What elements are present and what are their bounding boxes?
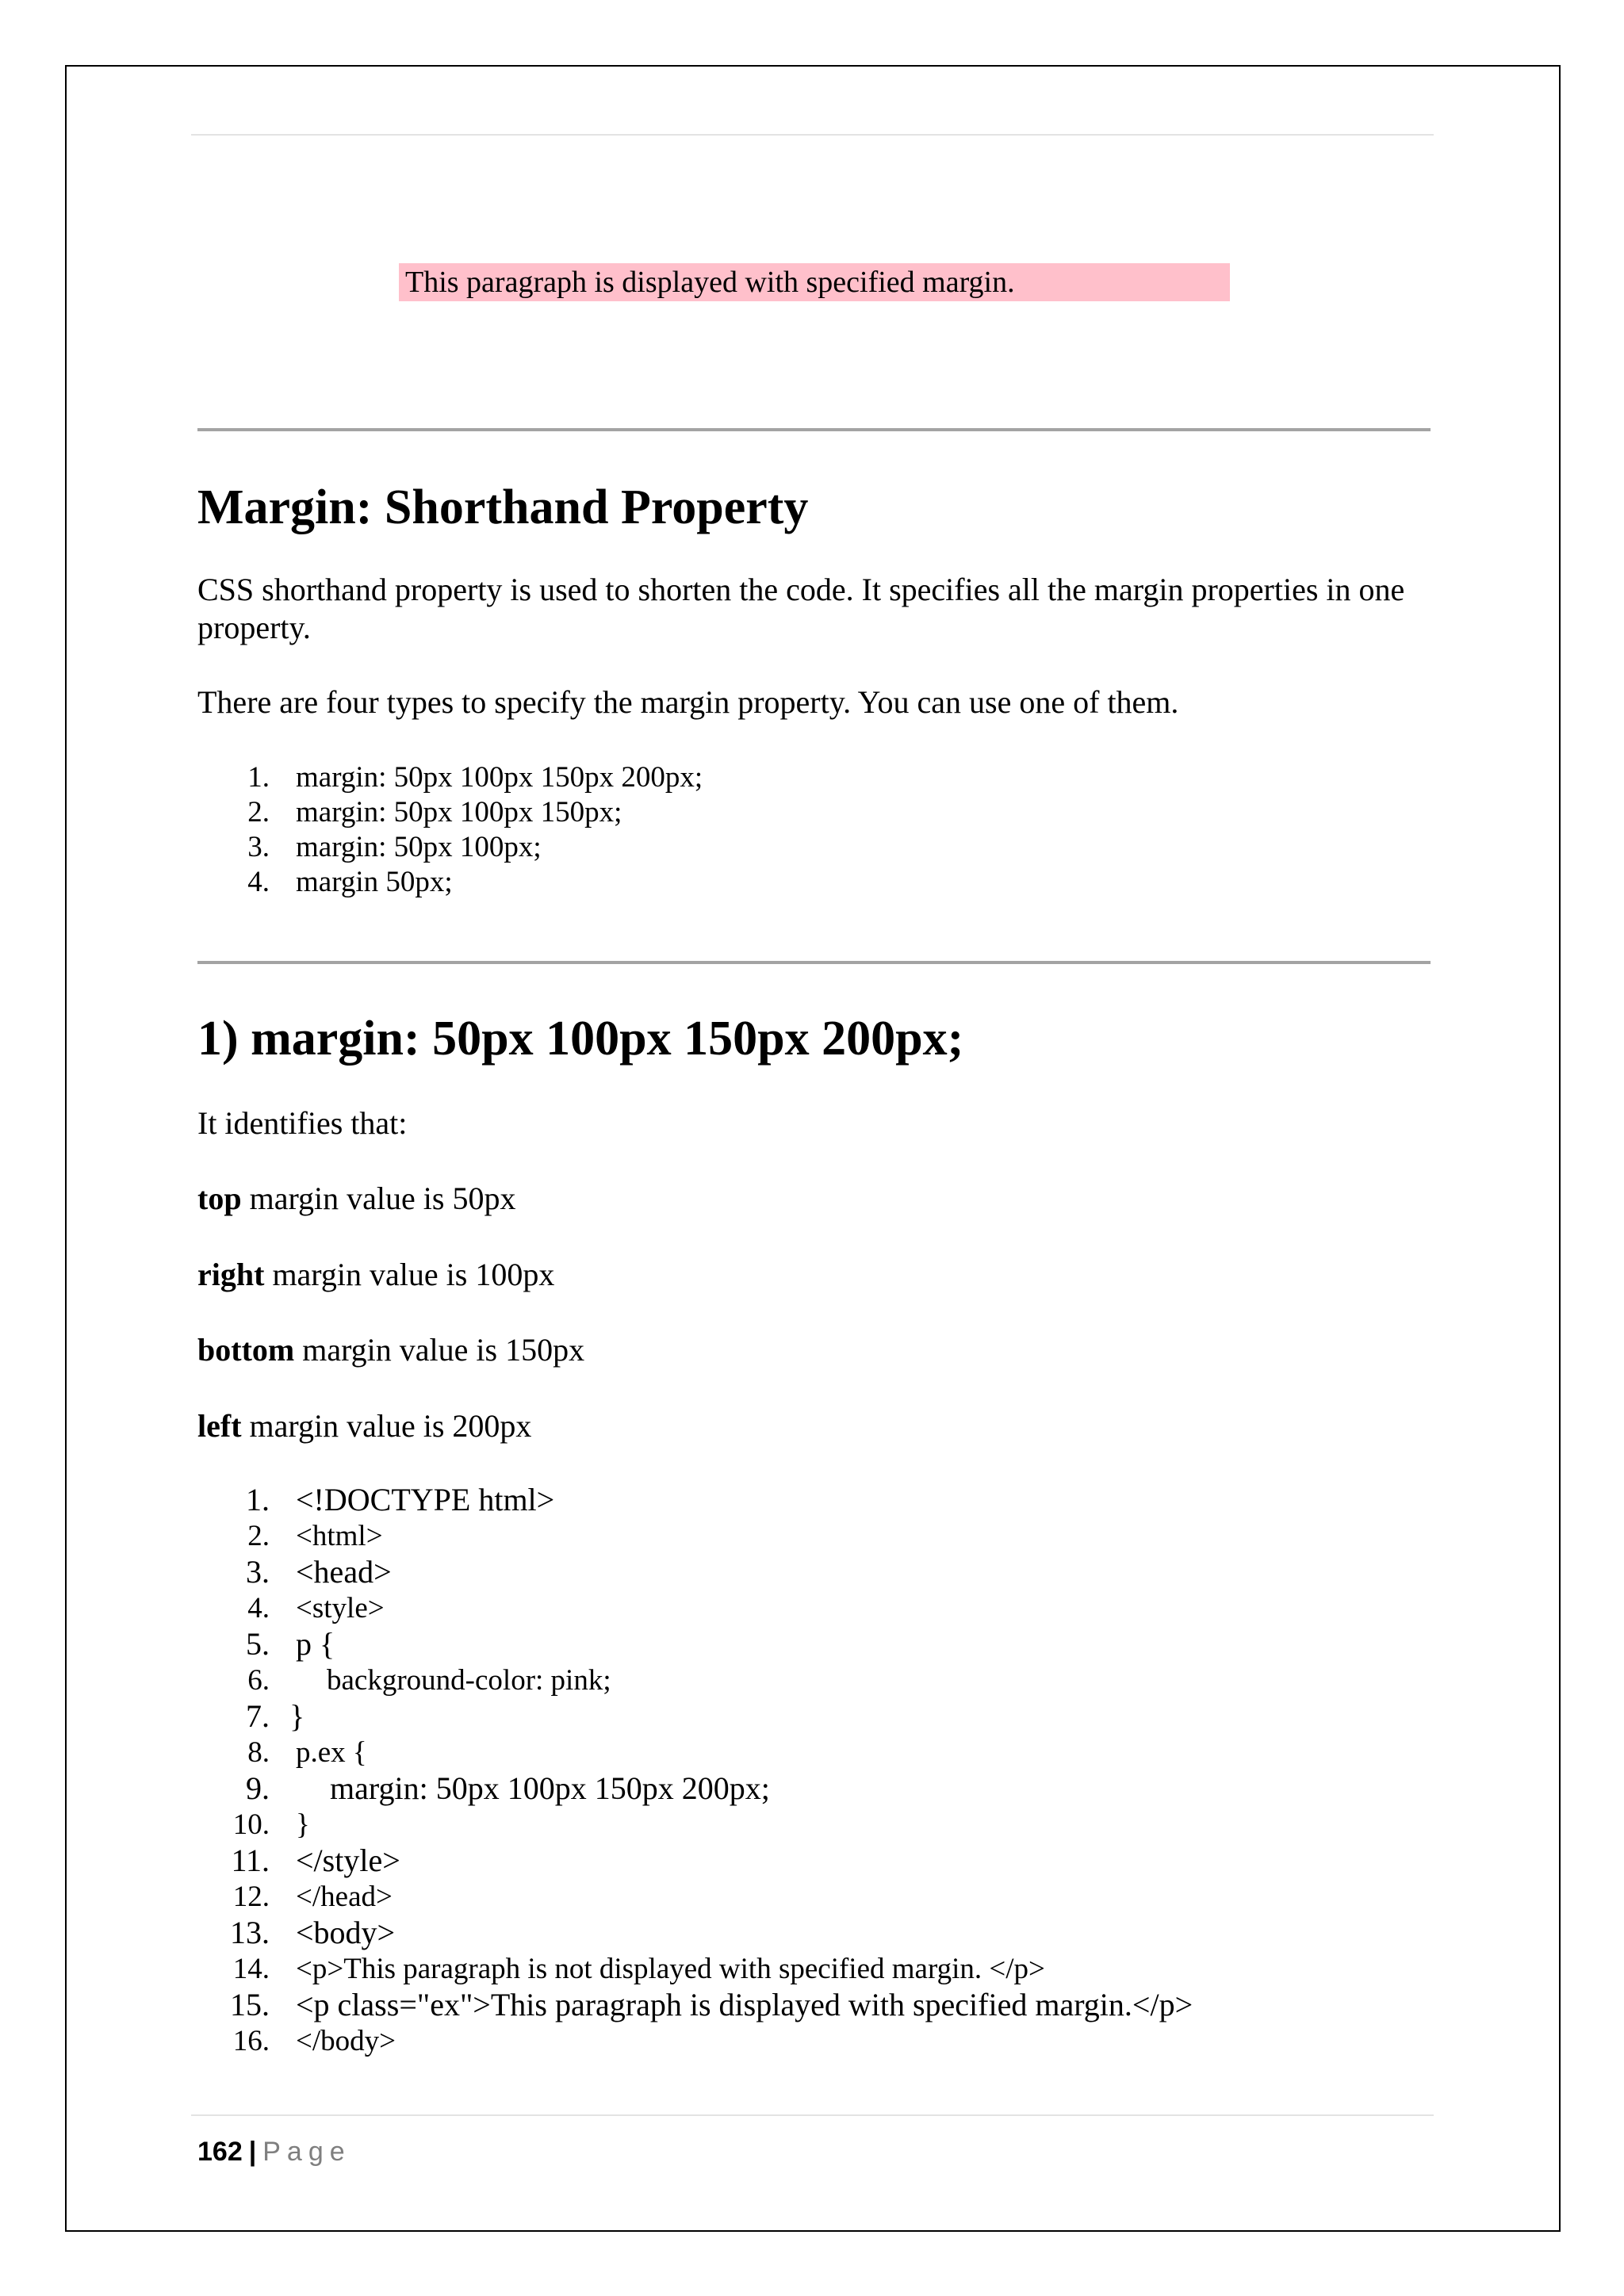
code-line: background-color: pink; xyxy=(327,1664,611,1697)
line-number: 11. xyxy=(231,1843,270,1878)
list-number: 4. xyxy=(247,866,270,898)
list-number: 3. xyxy=(247,831,270,863)
section-divider xyxy=(197,961,1431,964)
code-line: <body> xyxy=(296,1915,396,1950)
value-text: margin value is 200px xyxy=(241,1408,532,1444)
code-line: margin: 50px 100px 150px 200px; xyxy=(330,1770,770,1806)
footer-separator: | xyxy=(248,2137,257,2167)
keyword: right xyxy=(197,1257,265,1292)
line-number: 12. xyxy=(232,1881,270,1913)
line-number: 6. xyxy=(247,1664,270,1697)
value-text: margin value is 100px xyxy=(264,1257,555,1292)
line-number: 10. xyxy=(232,1808,270,1841)
footer-rule xyxy=(191,2114,1434,2116)
page-number: 162 xyxy=(197,2137,243,2167)
keyword: top xyxy=(197,1181,242,1216)
code-line: <!DOCTYPE html> xyxy=(296,1482,555,1517)
keyword: bottom xyxy=(197,1332,295,1368)
list-item: margin 50px; xyxy=(296,866,453,898)
code-line: <p>This paragraph is not displayed with specified margin. </p> xyxy=(296,1953,1045,1985)
code-line: } xyxy=(296,1808,310,1841)
line-number: 14. xyxy=(232,1953,270,1985)
code-line: <p class="ex">This paragraph is displayed with specified margin.</p> xyxy=(296,1987,1193,2022)
paragraph: CSS shorthand property is used to shorten the code. It specifies all the margin properties in one property. xyxy=(197,572,1405,645)
margin-value-line xyxy=(197,1331,584,1369)
code-line: p { xyxy=(296,1626,335,1662)
code-line: <head> xyxy=(296,1554,392,1590)
paragraph: There are four types to specify the margin property. You can use one of them. xyxy=(197,684,1179,720)
section-heading: 1) margin: 50px 100px 150px 200px; xyxy=(197,1012,964,1066)
section-divider xyxy=(197,428,1431,431)
line-number: 1. xyxy=(246,1482,270,1517)
paragraph: It identifies that: xyxy=(197,1105,408,1141)
margin-value-line xyxy=(197,1407,531,1445)
list-item: margin: 50px 100px 150px 200px; xyxy=(296,761,703,794)
value-text: margin value is 150px xyxy=(294,1332,585,1368)
list-number: 2. xyxy=(247,796,270,828)
page-footer xyxy=(197,2133,351,2171)
keyword: left xyxy=(197,1408,242,1444)
line-number: 7. xyxy=(246,1698,270,1734)
code-line: p.ex { xyxy=(296,1736,367,1769)
line-number: 16. xyxy=(232,2025,270,2057)
line-number: 4. xyxy=(247,1592,270,1624)
demo-paragraph: This paragraph is displayed with specified margin. xyxy=(399,263,1230,301)
code-line: <style> xyxy=(296,1592,385,1624)
page-border xyxy=(65,65,1561,2232)
code-line: </head> xyxy=(296,1881,393,1913)
header-rule xyxy=(191,134,1434,136)
line-number: 8. xyxy=(247,1736,270,1769)
line-number: 3. xyxy=(246,1554,270,1590)
code-line: </style> xyxy=(296,1843,400,1878)
line-number: 13. xyxy=(230,1915,270,1950)
code-line: } xyxy=(289,1698,305,1734)
list-number: 1. xyxy=(247,761,270,794)
margin-value-line xyxy=(197,1180,515,1218)
list-item: margin: 50px 100px 150px; xyxy=(296,796,622,828)
section-heading: Margin: Shorthand Property xyxy=(197,480,809,534)
list-item: margin: 50px 100px; xyxy=(296,831,542,863)
code-line: <html> xyxy=(296,1520,383,1552)
line-number: 9. xyxy=(246,1770,270,1806)
line-number: 5. xyxy=(246,1626,270,1662)
value-text: margin value is 50px xyxy=(241,1181,516,1216)
line-number: 2. xyxy=(247,1520,270,1552)
margin-value-line xyxy=(197,1256,554,1294)
line-number: 15. xyxy=(230,1987,270,2022)
page-label: Page xyxy=(262,2137,351,2167)
code-line: </body> xyxy=(296,2025,396,2057)
